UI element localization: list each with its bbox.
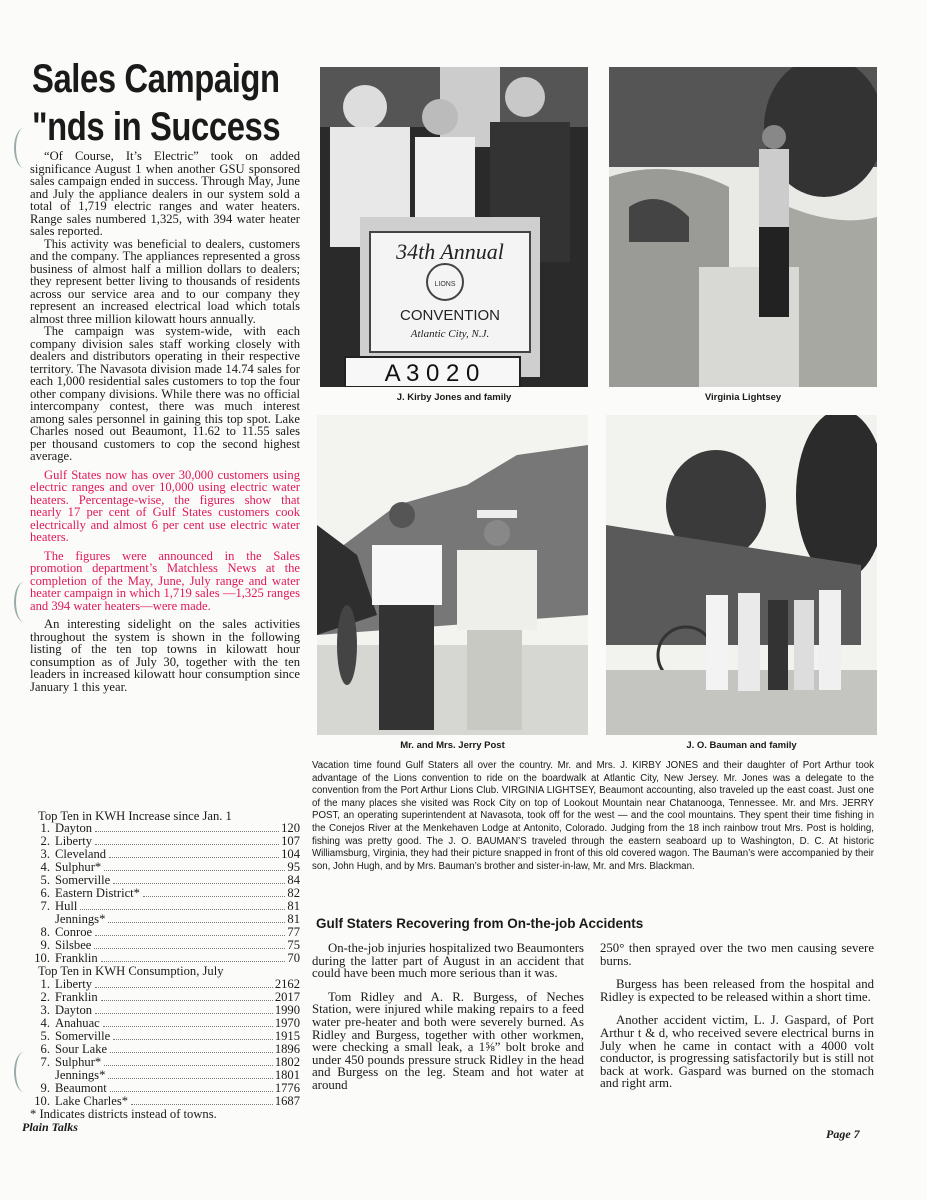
photo-kirby-jones — [320, 67, 588, 387]
leader-dots — [103, 1026, 273, 1027]
list-rank: 8. — [40, 925, 50, 940]
article-paragraph: The campaign was system-wide, with each company division sales staff working closely with dealers and distributors operating in their respective territory. The Navasota division made 14.74 sales for each 1,000 residential sales customers to top the four other company divisions. While there was no official intercompany contest, there was much interest among sales personnel in gaining this top spot. Lake Charles nosed out Beaumont, 11.62 to 11.55 sales per thousand customers to cop the second highest average. — [30, 324, 300, 463]
leader-dots — [101, 1000, 273, 1001]
list-value: 1687 — [274, 1093, 300, 1108]
list-value: 2162 — [274, 976, 300, 991]
leader-dots — [108, 922, 285, 923]
list-rank: 7. — [40, 899, 50, 914]
list-rank: 4. — [40, 1015, 50, 1030]
list-value: 1970 — [274, 1015, 300, 1030]
leader-dots — [95, 935, 285, 936]
list-town: Cleveland — [55, 847, 107, 862]
list-row — [30, 1030, 300, 1043]
list-town: Franklin — [55, 951, 98, 966]
increase-list-title: Top Ten in KWH Increase since Jan. 1 — [38, 809, 232, 823]
accidents-paragraph: Burgess has been released from the hospital and Ridley is expected to be released within a short time. — [600, 977, 874, 1004]
list-value: 84 — [287, 873, 300, 888]
list-row — [30, 1095, 300, 1108]
article-body — [30, 150, 300, 693]
list-value: 82 — [287, 886, 300, 901]
list-town: Dayton — [55, 1002, 93, 1017]
list-rank: 7. — [40, 1054, 50, 1069]
headline-line-2: "nds in Success — [32, 105, 281, 149]
kwh-lists — [30, 810, 300, 1120]
leader-dots — [110, 1052, 273, 1053]
list-rank: 9. — [40, 938, 50, 953]
list-value: 104 — [281, 847, 300, 862]
accidents-left-column — [312, 942, 584, 1103]
list-rank: 2. — [40, 834, 50, 849]
list-town: Anahuac — [55, 1015, 100, 1030]
leader-dots — [131, 1104, 273, 1105]
list-rank: 10. — [34, 1093, 50, 1108]
list-town: Eastern District* — [55, 886, 140, 901]
footer-publication: Plain Talks — [22, 1120, 78, 1134]
list-rank: 1. — [40, 976, 50, 991]
leader-dots — [104, 870, 285, 871]
list-row — [30, 1004, 300, 1017]
leader-dots — [94, 948, 285, 949]
consumption-list-title: Top Ten in KWH Consumption, July — [38, 964, 224, 979]
list-town: Silsbee — [55, 938, 92, 953]
list-rank: 3. — [40, 1002, 50, 1017]
accidents-paragraph: On-the-job injuries hospitalized two Beaumonters during the latter part of August in an accident that could have been much more serious than it was. — [312, 941, 584, 981]
list-value: 77 — [287, 925, 300, 940]
list-rank: 9. — [40, 1080, 50, 1095]
list-town: Jennings* — [55, 1067, 106, 1082]
photo-jerry-post — [317, 415, 588, 735]
photo-bauman-family — [606, 415, 877, 735]
list-value: 70 — [287, 951, 300, 966]
increase-list — [30, 822, 300, 965]
list-town: Sour Lake — [55, 1041, 108, 1056]
list-town: Liberty — [55, 976, 93, 991]
leader-dots — [95, 831, 279, 832]
leader-dots — [109, 857, 279, 858]
leader-dots — [95, 1013, 273, 1014]
sign-text-bottom: Atlantic City, N.J. — [410, 328, 490, 340]
list-rank: 1. — [40, 821, 50, 836]
list-value: 1802 — [274, 1054, 300, 1069]
list-value: 81 — [287, 899, 300, 914]
list-value: 2017 — [274, 989, 300, 1004]
list-row — [30, 1069, 300, 1082]
list-town: Sulphur* — [55, 860, 102, 875]
list-town: Somerville — [55, 873, 111, 888]
list-value: 107 — [281, 834, 300, 849]
list-town: Somerville — [55, 1028, 111, 1043]
list-row — [30, 978, 300, 991]
list-row — [30, 1056, 300, 1069]
list-row — [30, 1043, 300, 1056]
list-row — [30, 1082, 300, 1095]
list-town: Liberty — [55, 834, 93, 849]
list-town: Conroe — [55, 925, 93, 940]
sign-text-top: 34th Annual — [396, 239, 504, 264]
list-value: 81 — [287, 912, 300, 927]
caption-virginia-lightsey: Virginia Lightsey — [704, 392, 782, 403]
footnote: * Indicates districts instead of towns. — [30, 1106, 217, 1121]
list-rank: 4. — [40, 860, 50, 875]
list-row — [30, 1017, 300, 1030]
article-paragraph: “Of Course, It’s Electric” took on added significance August 1 when another GSU sponsored sales campaign ended in success. Through May, June and July the appliance dealers in our system sold a total of 1,719 electric ranges and water heaters. Range sales numbered 1,325, with 394 water heater sales reported. — [30, 149, 300, 238]
article-paragraph: This activity was beneficial to dealers, customers and the company. The appliances represented a gross business of almost half a million dollars to dealers; they represent better living to thousands of residents across our service area and to our company they represent an increased electrical load which totals almost three million kilowatt hours annually. — [30, 236, 300, 326]
accidents-paragraph: Tom Ridley and A. R. Burgess, of Neches Station, were injured while making repairs to a feed water pre-heater and both were severely burned. As Ridley and Burgess, together with other workmen, were checking a small leak, a 1⅝” bolt broke and under 450 pounds pressure struck Ridley in the head and Burgess on the leg. Steam and hot water at around — [312, 989, 584, 1092]
accidents-heading: Gulf Staters Recovering from On-the-job Accidents — [316, 916, 644, 931]
leader-dots — [108, 1078, 272, 1079]
leader-dots — [101, 961, 286, 962]
list-town: Hull — [55, 899, 78, 914]
leader-dots — [113, 883, 285, 884]
headline — [32, 55, 281, 151]
list-town: Beaumont — [55, 1080, 107, 1095]
list-town: Jennings* — [55, 912, 106, 927]
list-value: 1915 — [274, 1028, 300, 1043]
accidents-paragraph: 250° then sprayed over the two men causing severe burns. — [600, 941, 874, 968]
list-rank: 3. — [40, 847, 50, 862]
list-town: Franklin — [55, 989, 98, 1004]
list-value: 75 — [287, 938, 300, 953]
list-value: 1776 — [274, 1080, 300, 1095]
leader-dots — [95, 844, 279, 845]
list-rank: 5. — [40, 873, 50, 888]
list-town: Sulphur* — [55, 1054, 102, 1069]
caption-bauman-family: J. O. Bauman and family — [686, 740, 797, 751]
list-row — [30, 991, 300, 1004]
list-rank: 6. — [40, 1041, 50, 1056]
list-rank: 5. — [40, 1028, 50, 1043]
leader-dots — [104, 1065, 273, 1066]
highlight-paragraph: Gulf States now has over 30,000 customers using electric ranges and over 10,000 using electric water heaters. Percentage-wise, the figures show that nearly 17 per cent of Gulf States customers cook electrically and almost 6 per cent use electric water heaters. — [30, 467, 300, 544]
article-paragraph: An interesting sidelight on the sales activities throughout the system is shown in the following listing of the ten top towns in kilowatt hour consumption as of July 30, together with the ten leaders in increased kilowatt hour consumption since January 1 this year. — [30, 617, 300, 694]
sign-text-mid: CONVENTION — [399, 307, 501, 324]
highlight-paragraph: The figures were announced in the Sales promotion department’s Matchless News at the completion of the May, June, July range and water heater campaign in which 1,719 sales —1,325 ranges and 394 water heaters—were made. — [30, 548, 300, 613]
list-rank: 10. — [34, 951, 50, 966]
license-plate: A 3 0 2 0 — [384, 360, 480, 387]
list-town: Lake Charles* — [55, 1093, 129, 1108]
caption-jerry-post: Mr. and Mrs. Jerry Post — [400, 740, 505, 751]
leader-dots — [113, 1039, 273, 1040]
list-value: 95 — [287, 860, 300, 875]
list-rank: 6. — [40, 886, 50, 901]
leader-dots — [110, 1091, 273, 1092]
consumption-list — [30, 978, 300, 1108]
sign-emblem: LIONS — [434, 281, 456, 288]
leader-dots — [95, 987, 273, 988]
list-value: 120 — [281, 821, 300, 836]
accidents-paragraph: Another accident victim, L. J. Gaspard, of Port Arthur t & d, who received severe electrical burns in July when he came in contact with a 4000 volt conductor, is progressing satisfactorily but is still not back at work. Gaspard was burned on the stomach and right arm. — [600, 1013, 874, 1091]
list-rank: 2. — [40, 989, 50, 1004]
accidents-right-column — [600, 942, 874, 1101]
footer-page-number: Page 7 — [826, 1127, 860, 1141]
leader-dots — [80, 909, 285, 910]
leader-dots — [143, 896, 285, 897]
list-value: 1801 — [274, 1067, 300, 1082]
list-value: 1896 — [274, 1041, 300, 1056]
caption-kirby-jones: J. Kirby Jones and family — [396, 392, 512, 403]
photo-virginia-lightsey — [609, 67, 877, 387]
list-value: 1990 — [274, 1002, 300, 1017]
list-town: Dayton — [55, 821, 93, 836]
vacation-text: Vacation time found Gulf Staters all over the country. Mr. and Mrs. J. KIRBY JONES and their daughter of Port Arthur took advantage of the Lions convention to ride on the boardwalk at Atlantic City, New Jersey. Mr. Jones was a delegate to the convention from the Port Arthur Lions Club. VIRGINIA LIGHTSEY, Beaumont accounting, also traveled up the east coast. Just one of the many places she visited was Rock City on top of Lookout Mountain near Chatanooga, Tennessee. Mr. and Mrs. JERRY POST, an operating superintendent at Navasota, took off for the west — and the cool mountains. They spent their time fishing in the Conejos River at the Menkehaven Lodge at Antonito, Colorado. Judging from the 18 inch rainbow trout Mrs. Post is holding, fishing was pretty good. The J. O. BAUMAN’S traveled through the eastern seaboard up to Washington, D. C. At historic Williamsburg, Virginia, they had their picture snapped in front of this old covered wagon. The Bauman’s were accompanied by their son, John Hugh, and by Mrs. Bauman’s brother and sister-in-law, Mr. and Mrs. Blackman. — [312, 760, 874, 872]
headline-line-1: Sales Campaign — [32, 57, 280, 101]
